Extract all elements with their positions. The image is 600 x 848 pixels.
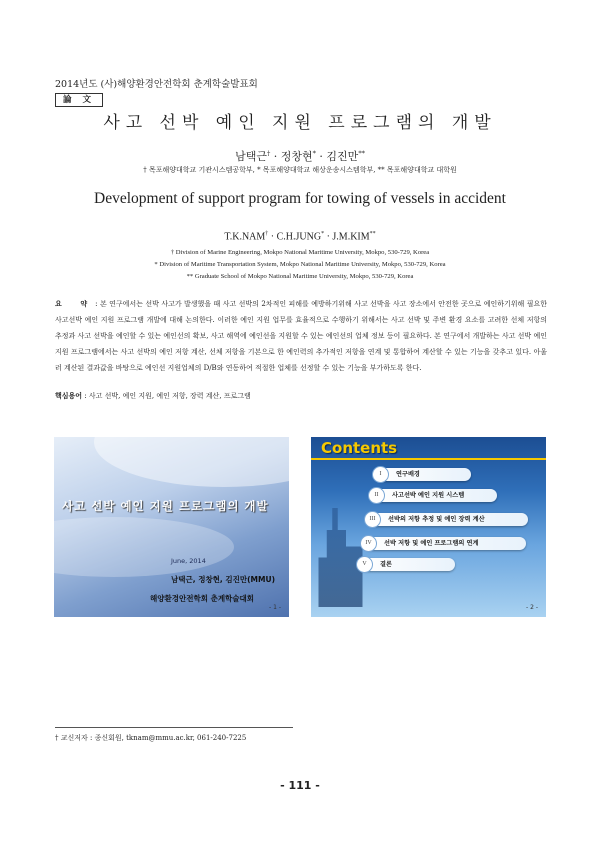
contents-item [372, 489, 497, 502]
footnote: † 교신저자 : 종신회원, tknam@mmu.ac.kr, 061-240-7225 [55, 734, 247, 742]
contents-item-number: III [364, 511, 381, 528]
slide-2-page: - 2 - [526, 604, 538, 611]
contents-item [360, 558, 455, 571]
title-korean: 사고 선박 예인 지원 프로그램의 개발 [103, 113, 497, 133]
author-en-2: · C.H.JUNG [268, 231, 322, 243]
contents-item-number: I [372, 466, 389, 483]
title-english: Development of support program for towing of vessels in accident [94, 190, 506, 207]
abstract-text: : 본 연구에서는 선박 사고가 발생했을 때 사고 선박의 2차적인 피해를 예방하기위해 사고 선박을 사고 장소에서 안전한 곳으로 예인하기위해 필요한 사고선박 예인 지원 프로그램 개발에 대해 논의한다. 이러한 예인 지원 업무를 효율적으로 수행하기 위해서는 사고 선박 및 주변 환경 요소를 고려한 선체 저항의 추정과 사고 선박을 예인할 수 있는 예인선의 확보, 사고 해역에 예인선을 지원할 수 있는 예인선의 업체 정보 등이 필요하다. 본 연구에서 개발하는 사고 선박 예인 지원 프로그램에서는 사고 선박의 예인 저항 계산, 선체 저항을 기본으로 한 예인력의 추가적인 저항을 연계 및 통합하여 계산할 수 있는 기능을 갖추고 있다. 아울러 계산된 결과값을 바탕으로 예인선 지원업체의 D/B와 연동하여 적절한 업체를 선정할 수 있는 기능을 부가하도록 한다. [55, 300, 548, 372]
contents-item [368, 513, 528, 526]
contents-item-label: 연구배경 [396, 471, 420, 478]
contents-item-number: IV [360, 535, 377, 552]
contents-item [364, 537, 526, 550]
contents-item-label: 선박 저항 및 예인 프로그램의 연계 [384, 540, 479, 547]
abstract [55, 296, 547, 376]
authors-english [0, 231, 600, 242]
keywords-label: 핵심용어 [55, 391, 83, 400]
contents-item-number: V [356, 556, 373, 573]
author-en-3: · J.M.KIM [324, 231, 370, 243]
author-en-2-mark: * [321, 231, 325, 237]
slide-1-page: - 1 - [269, 604, 281, 611]
author-en-1-mark: † [265, 231, 269, 237]
affiliation-en-1: † Division of Marine Engineering, Mokpo National Maritime University, Mokpo, 530-729, Korea [170, 249, 430, 256]
author-3-mark: ** [358, 149, 365, 158]
author-1-mark: † [266, 149, 271, 158]
contents-item-label: 사고선박 예인 지원 시스템 [392, 492, 465, 499]
page-number: - 111 - [280, 779, 320, 792]
abstract-label: 요 약 [55, 299, 96, 308]
contents-item-label: 선박의 저항 추정 및 예인 장력 계산 [388, 516, 485, 523]
contents-item [376, 468, 471, 481]
slide-2-rule [311, 458, 546, 460]
slide-1-date: June, 2014 [171, 557, 206, 565]
author-en-1: T.K.NAM [224, 231, 266, 243]
footnote-rule [55, 727, 293, 728]
keywords [55, 391, 251, 401]
ship-silhouette [313, 497, 368, 607]
contents-item-label: 결론 [380, 561, 392, 568]
slide-2-heading: Contents [321, 439, 398, 457]
slide-1-title [54, 437, 289, 617]
slide-2-contents [311, 437, 546, 617]
paper-type-badge: 論 文 [55, 93, 103, 107]
slide-1-wave [54, 517, 234, 577]
slide-1-wave [94, 437, 289, 487]
author-2: · 정창현 [270, 150, 313, 163]
conference-header: 2014년도 (사)해양환경안전학회 춘계학술발표회 [55, 79, 258, 90]
author-3: · 김진만 [315, 150, 359, 163]
affiliation-en-3: ** Graduate School of Mokpo National Maritime University, Mokpo, 530-729, Korea [186, 273, 414, 280]
slide-1-conference: 해양환경안전학회 춘계학술대회 [150, 594, 255, 603]
slide-1-heading: 사고 선박 예인 지원 프로그램의 개발 [62, 499, 269, 513]
author-2-mark: * [312, 149, 316, 158]
contents-item-number: II [368, 487, 385, 504]
author-en-3-mark: ** [369, 231, 376, 237]
authors-korean [0, 148, 600, 164]
author-1: 남택근 [235, 150, 267, 163]
slide-1-authors: 남택근, 정창현, 김진만(MMU) [171, 575, 275, 584]
affiliations-korean: † 목포해양대학교 기관시스템공학부, * 목포해양대학교 해상운송시스템학부, ** 목포해양대학교 대학원 [143, 166, 457, 174]
affiliation-en-2: * Division of Maritime Transportation System, Mokpo National Maritime University, Mokpo, 530-729, Korea [154, 261, 446, 268]
keywords-text: : 사고 선박, 예인 지원, 예인 저항, 장력 계산, 프로그램 [82, 392, 251, 400]
